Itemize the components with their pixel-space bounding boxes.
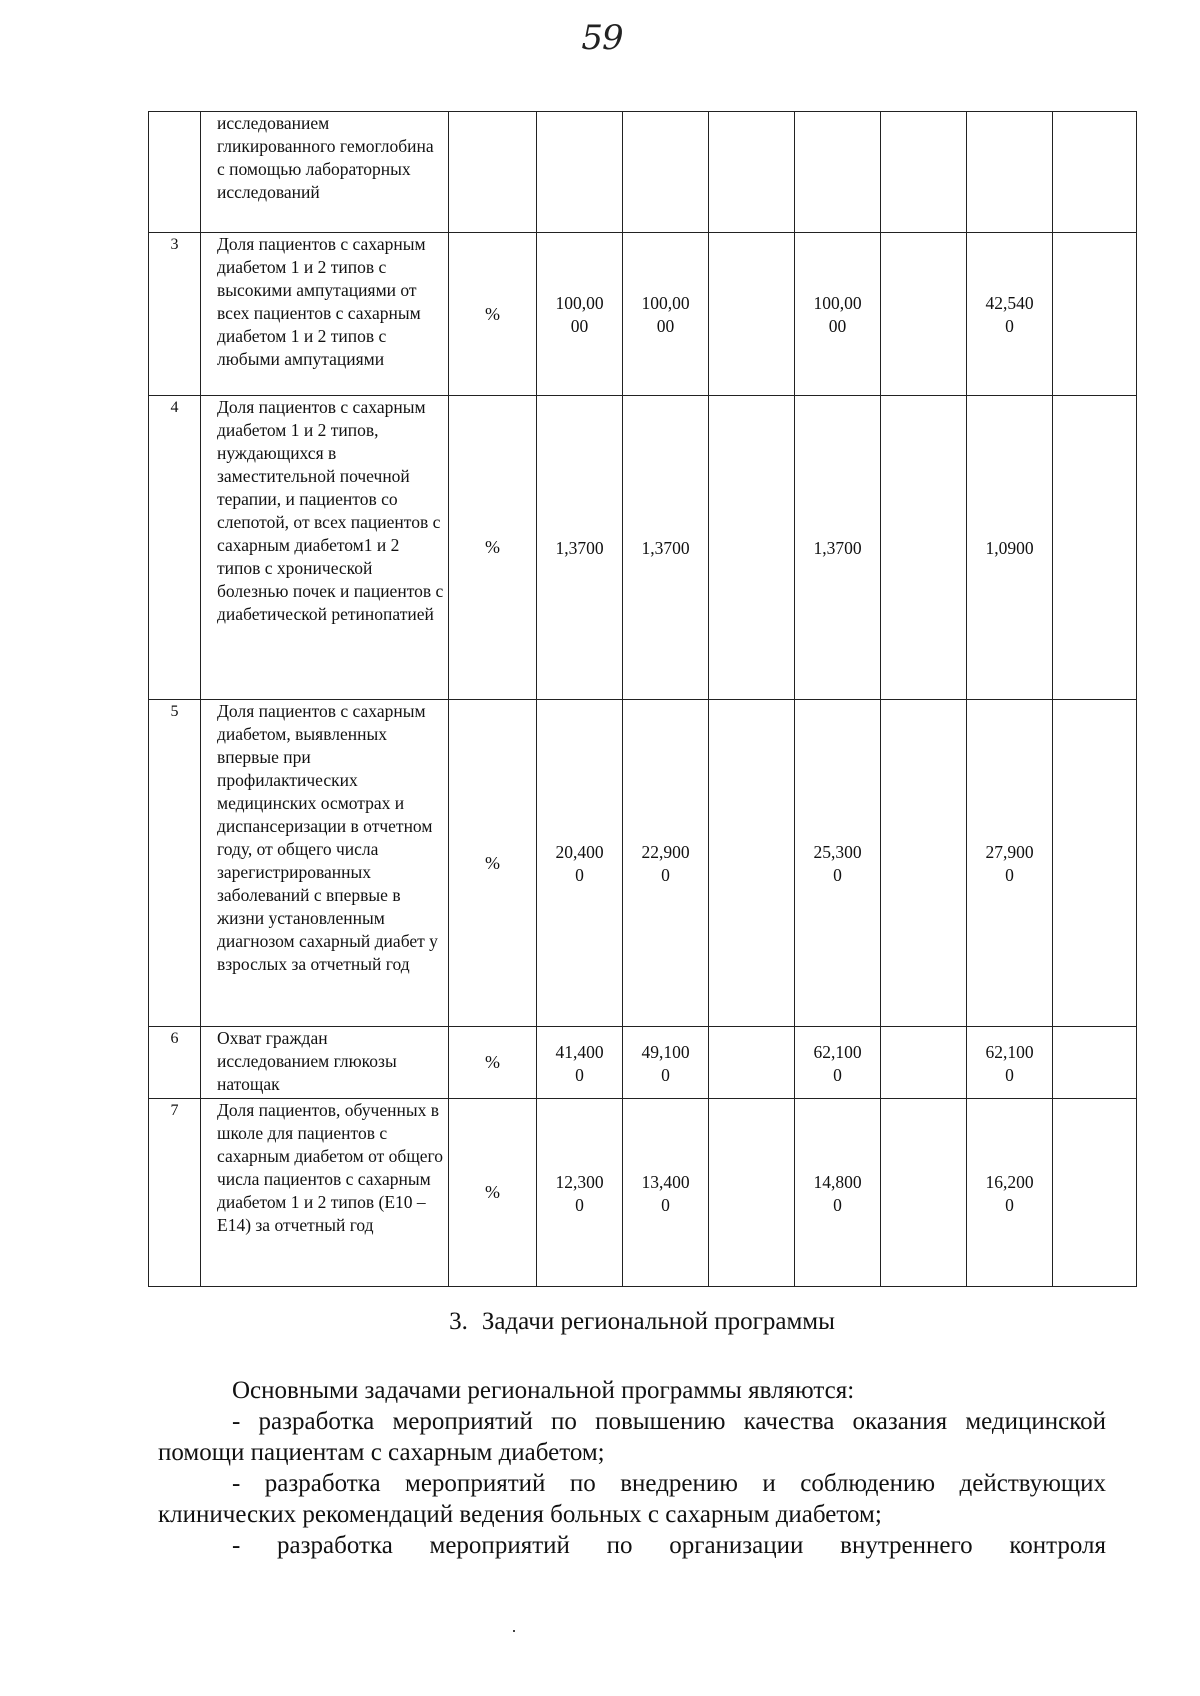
value-cell [709,112,795,233]
value-cell: 41,400 0 [537,1027,623,1099]
unit-cell [449,112,537,233]
value-cell [1053,1027,1137,1099]
value-cell [1053,1099,1137,1287]
indicator-name: Доля пациентов с сахарным диабетом, выявленных впервые при профилактических медицинских осмотрах и диспансеризации в отчетном году, от общего числа зарегистрированных заболеваний с впервые в жизни установленным диагнозом сахарный диабет у взрослых за отчетный год [201,700,449,1027]
value-cell: 12,300 0 [537,1099,623,1287]
table-body [149,112,1137,1287]
value-cell [881,1027,967,1099]
value-cell: 1,0900 [967,396,1053,700]
scan-dot [513,1630,515,1632]
value-cell [709,233,795,396]
value-cell [881,1099,967,1287]
value-cell: 100,00 00 [795,233,881,396]
row-number: 5 [149,700,201,1027]
value-cell [537,112,623,233]
unit-cell: % [449,1027,537,1099]
unit-cell: % [449,396,537,700]
value-cell: 42,540 0 [967,233,1053,396]
row-number [149,112,201,233]
indicator-name: исследованием гликированного гемоглобина с помощью лабораторных исследований [201,112,449,233]
table-row [149,700,1137,1027]
value-cell [623,112,709,233]
value-cell: 62,100 0 [795,1027,881,1099]
value-cell [881,396,967,700]
value-cell: 13,400 0 [623,1099,709,1287]
row-number: 3 [149,233,201,396]
value-cell [709,1099,795,1287]
row-number: 6 [149,1027,201,1099]
indicator-name: Охват граждан исследованием глюкозы натощак [201,1027,449,1099]
value-cell [709,396,795,700]
value-cell: 16,200 0 [967,1099,1053,1287]
value-cell: 49,100 0 [623,1027,709,1099]
list-item: - разработка мероприятий по повышению качества оказания медицинской помощи пациентам с сахарным диабетом; [158,1408,1106,1466]
value-cell [795,112,881,233]
value-cell: 1,3700 [623,396,709,700]
table-row [149,396,1137,700]
value-cell [1053,112,1137,233]
indicator-name: Доля пациентов, обученных в школе для пациентов с сахарным диабетом от общего числа пациентов с сахарным диабетом 1 и 2 типов (Е10 – Е14) за отчетный год [201,1099,449,1287]
value-cell [1053,396,1137,700]
indicator-name: Доля пациентов с сахарным диабетом 1 и 2 типов, нуждающихся в заместительной почечной терапии, и пациентов со слепотой, от всех пациентов с сахарным диабетом1 и 2 типов с хронической болезнью почек и пациентов с диабетической ретинопатией [201,396,449,700]
value-cell [967,112,1053,233]
indicator-name: Доля пациентов с сахарным диабетом 1 и 2 типов с высокими ампутациями от всех пациентов с сахарным диабетом 1 и 2 типов с любыми ампутациями [201,233,449,396]
value-cell [709,1027,795,1099]
unit-cell: % [449,700,537,1027]
value-cell [1053,700,1137,1027]
row-number: 4 [149,396,201,700]
value-cell: 1,3700 [537,396,623,700]
list-item: - разработка мероприятий по организации внутреннего контроля [232,1532,1106,1559]
value-cell: 25,300 0 [795,700,881,1027]
list-item: - разработка мероприятий по внедрению и соблюдению действующих клинических рекомендаций ведения больных с сахарным диабетом; [158,1470,1106,1528]
value-cell [709,700,795,1027]
value-cell [1053,233,1137,396]
indicators-table [148,111,1137,1287]
value-cell [881,700,967,1027]
row-number: 7 [149,1099,201,1287]
value-cell: 14,800 0 [795,1099,881,1287]
table-row [149,112,1137,233]
value-cell: 62,100 0 [967,1027,1053,1099]
value-cell: 22,900 0 [623,700,709,1027]
value-cell: 27,900 0 [967,700,1053,1027]
section-title: Задачи региональной программы [481,1308,835,1335]
body-text [158,1375,1106,1592]
value-cell: 20,400 0 [537,700,623,1027]
table-row [149,233,1137,396]
value-cell: 1,3700 [795,396,881,700]
page-number: 59 [581,18,623,58]
table-row [149,1027,1137,1099]
unit-cell: % [449,1099,537,1287]
unit-cell: % [449,233,537,396]
section-heading [148,1308,1136,1336]
table-row [149,1099,1137,1287]
value-cell: 100,00 00 [623,233,709,396]
value-cell: 100,00 00 [537,233,623,396]
section-number: 3. [449,1308,468,1335]
value-cell [881,233,967,396]
value-cell [881,112,967,233]
intro-paragraph: Основными задачами региональной программы являются: [232,1377,855,1404]
